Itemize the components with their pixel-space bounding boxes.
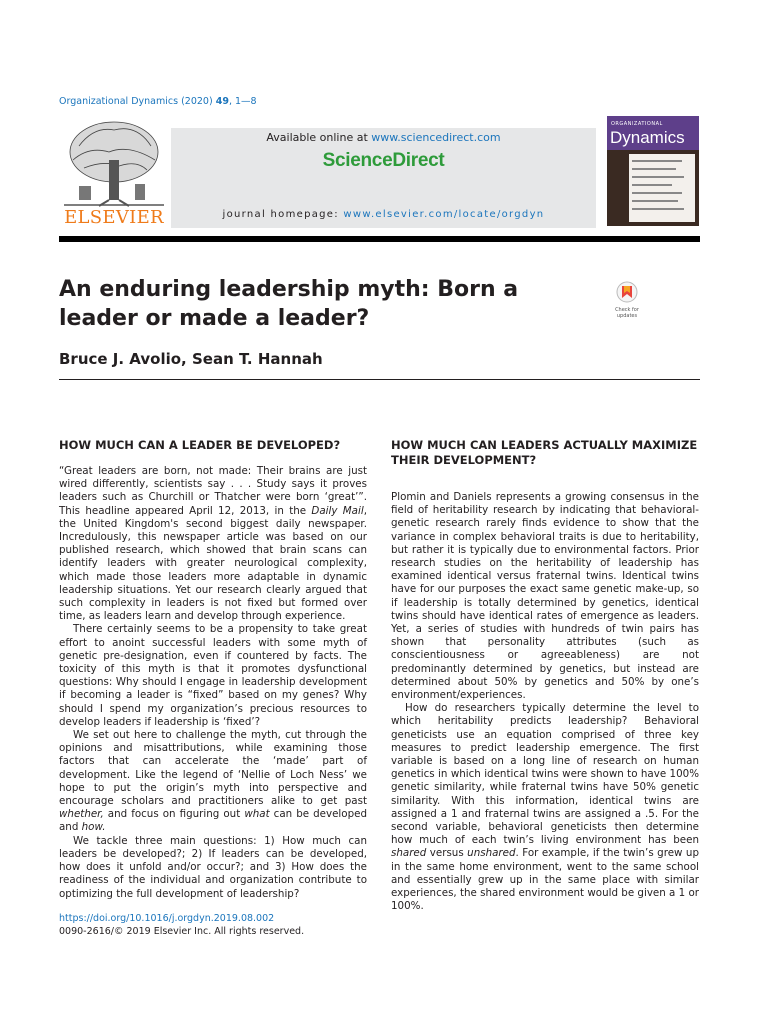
check-updates-icon xyxy=(616,281,638,303)
doi-link[interactable]: https://doi.org/10.1016/j.orgdyn.2019.08.002 xyxy=(59,913,275,924)
copyright: 0090-2616/© 2019 Elsevier Inc. All rights reserved. xyxy=(59,926,305,937)
journal-homepage xyxy=(171,209,596,220)
paragraph: We set out here to challenge the myth, cut through the opinions and misattributions, while examining those factors that can accelerate the ‘made’ part of development. Like the legend of ‘Nellie of Loch Ness’ we hope to put the origin’s myth into perspective and encourage scholars and practitioners alike to get past whether, and focus on figuring out what can be developed and how. xyxy=(59,729,367,834)
homepage-link[interactable]: www.elsevier.com/locate/orgdyn xyxy=(343,209,545,220)
paragraph: There certainly seems to be a propensity to take great effort to anoint successful leaders with some myth of genetic pre-designation, even if countered by facts. The toxicity of this myth is that it promotes dysfunctional questions: Why should I engage in leadership development if becoming a leader is “fixed” based on my genes? Why should I spend my organization’s precious resources to develop leaders if leadership is ‘fixed’? xyxy=(59,623,367,728)
citation-journal: Organizational Dynamics (2020) xyxy=(59,96,213,107)
section-heading-maximize: HOW MUCH CAN LEADERS ACTUALLY MAXIMIZE THEIR DEVELOPMENT? xyxy=(391,438,698,467)
elsevier-wordmark: ELSEVIER xyxy=(64,207,164,228)
section-heading-developed: HOW MUCH CAN A LEADER BE DEVELOPED? xyxy=(59,438,341,452)
paragraph: How do researchers typically determine the level to which heritability predicts leadership? Behavioral geneticists use an equation comprised of three key measures to predict leadership emergence. The first variable is based on a long line of research on human genetics in which identical twins were shown to have 100% genetic similarity, while fraternal twins have 50% genetic similarity. With this information, identical twins are assigned a 1 and fraternal twins are assigned a .5. For the second variable, behavioral geneticists then determine how much of each twin’s living environment has been shared versus unshared. For example, if the twin’s grew up in the same home environment, went to the same school and essentially grew up in the same place with similar experiences, the shared environment would be given a 1 or 100%. xyxy=(391,702,699,913)
cover-title: Dynamics xyxy=(610,128,685,147)
sciencedirect-logo[interactable]: ScienceDirect xyxy=(322,150,445,171)
article-title: An enduring leadership myth: Born a leader or made a leader? xyxy=(59,277,519,331)
journal-citation: Organizational Dynamics (2020) 49, 1—8 xyxy=(59,96,257,107)
available-prefix: Available online at xyxy=(266,131,372,144)
cover-small-title: ORGANIZATIONAL xyxy=(611,121,663,127)
journal-masthead xyxy=(59,116,700,230)
elsevier-logo[interactable] xyxy=(59,116,169,230)
citation-volume: 49 xyxy=(215,96,229,107)
paragraph: “Great leaders are born, not made: Their brains are just wired differently, scientists say . . . Study says it proves leaders such as Churchill or Thatcher were born ‘great’”. This headline appeared April 12, 2013, in the Daily Mail, the United Kingdom's second biggest daily newspaper. Incredulously, this newspaper article was based on our published research, which showed that brain scans can identify leaders with greater neurological complexity, which made those leaders more adaptable in dynamic leadership situations. Yet our research clearly argued that such complexity in leaders is not fixed but formed over time, as leaders learn and develop through experience. xyxy=(59,465,367,623)
sciencedirect-link[interactable]: www.sciencedirect.com xyxy=(371,131,501,144)
article-footer xyxy=(59,912,304,938)
masthead-rule xyxy=(59,236,700,242)
column-right xyxy=(391,438,699,914)
authors-rule xyxy=(59,379,700,380)
article-authors: Bruce J. Avolio, Sean T. Hannah xyxy=(59,350,323,368)
journal-cover[interactable] xyxy=(607,116,699,226)
check-for-updates-badge[interactable] xyxy=(609,281,645,319)
available-online xyxy=(171,131,596,144)
sciencedirect-banner xyxy=(171,128,596,228)
paragraph: Plomin and Daniels represents a growing consensus in the field of heritability research by indicating that behavioral-genetic research rarely finds evidence to show that the variance in complex behavioral traits is due to heritability, but rather it is typically due to environmental factors. Prior research studies on the heritability of leadership has examined identical versus fraternal twins. Identical twins have for our purposes the exact same genetic make-up, so if leadership is totally determined by genetics, identical twins should have identical rates of emergence as leaders. Yet, a series of studies with hundreds of twin pairs has shown that personality attributes (such as conscientiousness or agreeableness) are not predominantly determined by genetics, but instead are determined about 50% by genetics and 50% by one’s environment/experiences. xyxy=(391,491,699,702)
homepage-prefix: journal homepage: xyxy=(222,209,344,220)
check-updates-label: Check for updates xyxy=(615,307,639,319)
cover-contents xyxy=(629,154,695,222)
column-left xyxy=(59,438,367,901)
citation-pages: 1—8 xyxy=(234,96,257,107)
cover-header xyxy=(607,116,699,150)
paragraph: We tackle three main questions: 1) How much can leaders be developed?; 2) If leaders can be developed, how does it unfold and/or occur?; and 3) How does the readiness of the individual and organization contribute to optimizing the full development of leadership? xyxy=(59,834,367,900)
emphasis: Daily Mail xyxy=(311,504,364,517)
tree-icon xyxy=(59,116,169,208)
